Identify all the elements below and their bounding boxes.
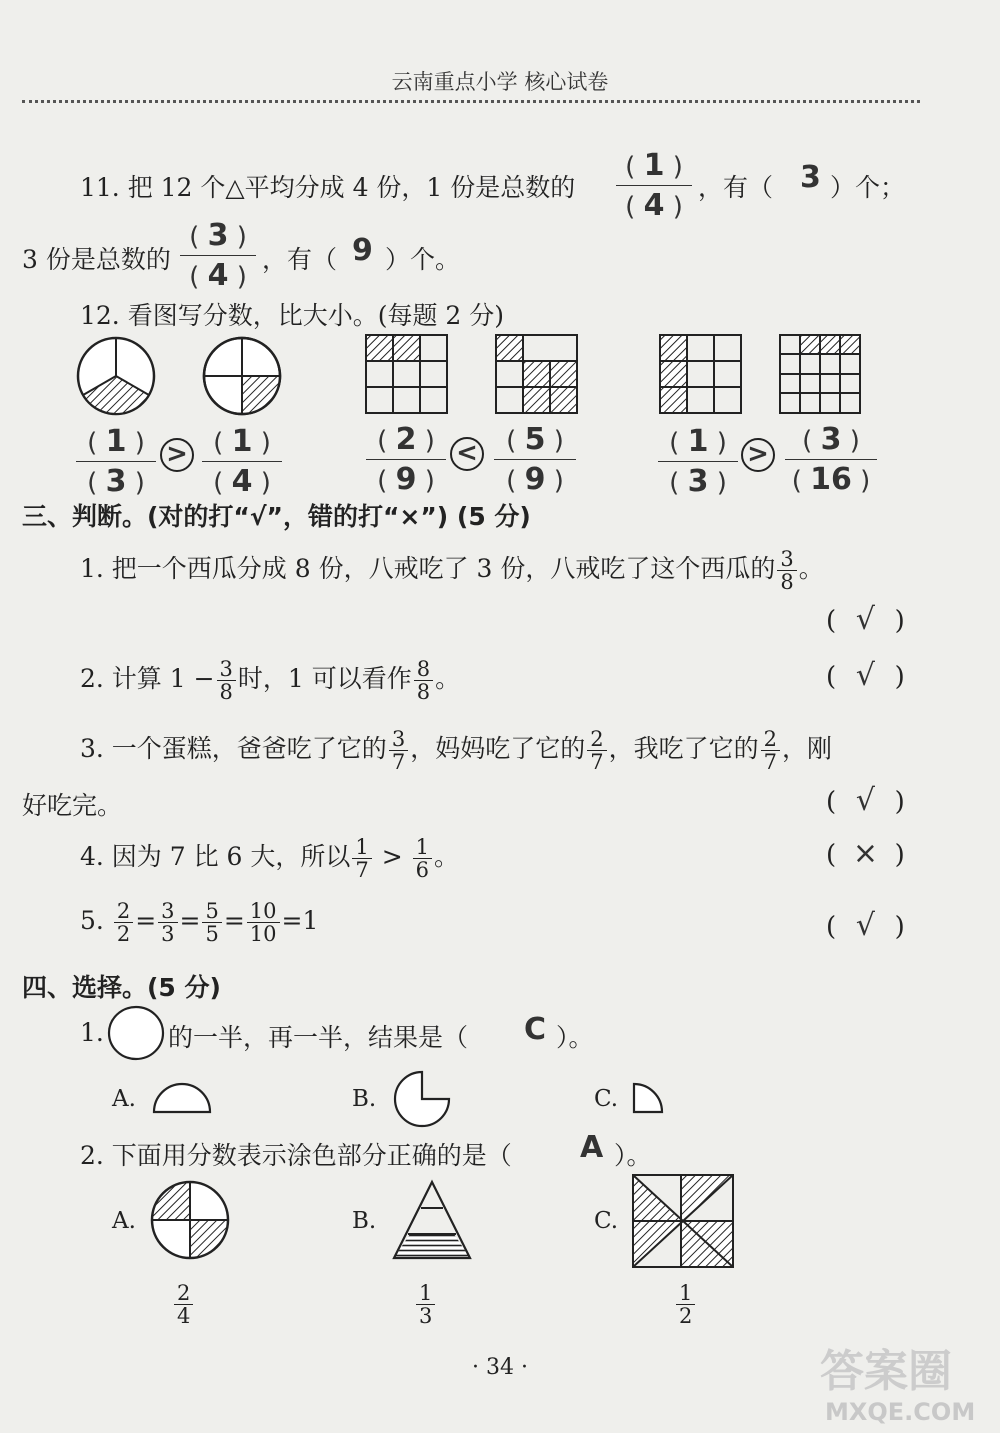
q12-pair2-sign: < xyxy=(456,438,478,468)
q11-line1-text: 11. 把 12 个△平均分成 4 份，1 份是总数的 xyxy=(80,173,576,202)
page-number: · 34 · xyxy=(472,1355,528,1380)
quarter-circle-icon xyxy=(630,1080,670,1116)
judge-item-1: 1. 把一个西瓜分成 8 份，八戒吃了 3 份，八戒吃了这个西瓜的 $\frac{3}{8}$ 。 xyxy=(80,547,824,595)
judge-item-2: 2. 计算 1 − $\frac{3}{8}$ 时，1 可以看作 $\frac{8}{8}$ 。 xyxy=(80,657,461,705)
choice-q1-option-a-label: A. xyxy=(112,1086,136,1112)
choice-q1-option-b-label: B. xyxy=(352,1086,377,1112)
q12-pair1-sign: > xyxy=(166,439,188,469)
grid-5-of-9-figure xyxy=(494,333,580,415)
circle-quarters-figure xyxy=(200,334,284,418)
header-divider xyxy=(22,100,920,103)
watermark-url: MXQE.COM xyxy=(825,1398,976,1426)
choice-q2-option-a-fraction: $\frac{2}{4}$ xyxy=(172,1282,195,1327)
grid-1-of-3-figure xyxy=(658,333,744,415)
choice-q2-option-a-label: A. xyxy=(112,1208,136,1234)
q11-line1-part2: ，有（ xyxy=(698,173,774,202)
choice-q2-option-b-label: B. xyxy=(352,1208,377,1234)
choice-q2-option-c-fraction: $\frac{1}{2}$ xyxy=(674,1282,697,1327)
choice-q2-option-c-label: C. xyxy=(594,1208,619,1234)
choice-q2-answer: A xyxy=(580,1130,604,1165)
q11-line2-text: 3 份是总数的 xyxy=(22,245,171,274)
section3-title: 三、判断。(对的打“√”，错的打“×”) (5 分) xyxy=(22,502,531,531)
section4-title: 四、选择。(5 分) xyxy=(22,973,221,1002)
grid-3-of-16-figure xyxy=(778,333,864,415)
choice-q1-end: ）。 xyxy=(556,1023,594,1052)
circle-two-quarters-shaded-figure xyxy=(148,1178,232,1262)
q12-pair1-fraction-a: ( 1 ) ( 3 ) xyxy=(76,424,156,499)
judge-item-3: 3. 一个蛋糕，爸爸吃了它的 $\frac{3}{7}$ ，妈妈吃了它的 $\frac{2}{7}$ ，我吃了它的 $\frac{2}{7}$ ，刚 xyxy=(80,727,832,775)
choice-q1-option-c-label: C. xyxy=(594,1086,619,1112)
q12-pair3-sign: > xyxy=(747,439,769,469)
square-triangles-figure xyxy=(630,1172,736,1270)
q11-answer-fraction-2: ( 3 ) ( 4 ) xyxy=(180,218,256,293)
q12-pair2-fraction-b: ( 5 ) ( 9 ) xyxy=(494,422,576,497)
choice-q1-answer: C xyxy=(524,1012,547,1047)
judge-item-1-answer: ( √ ) xyxy=(826,602,905,637)
q11-line1-part3: ）个； xyxy=(830,173,906,202)
q11-answer-fraction-1: ( 1 ) ( 4 ) xyxy=(616,148,692,223)
q12-title: 12. 看图写分数，比大小。(每题 2 分) xyxy=(80,301,505,330)
judge-item-5: 5. $\frac{2}{2}$ = $\frac{3}{3}$ = $\frac{5}{5}$ = $\frac{10}{10}$ =1 xyxy=(80,899,319,947)
q11-answer-count-2: 9 xyxy=(352,233,373,268)
judge-item-3-answer: ( √ ) xyxy=(826,783,905,818)
choice-q2-end: ）。 xyxy=(614,1141,652,1170)
three-quarter-circle-icon xyxy=(390,1068,454,1130)
judge-item-4: 4. 因为 7 比 6 大，所以 $\frac{1}{7}$ > $\frac{1}{6}$ 。 xyxy=(80,835,460,883)
grid-2-of-9-figure xyxy=(364,333,450,415)
q12-pair1-fraction-b: ( 1 ) ( 4 ) xyxy=(202,424,282,499)
half-circle-icon xyxy=(150,1080,214,1116)
q12-pair3-fraction-b: ( 3 ) ( 16 ) xyxy=(785,422,877,497)
judge-item-5-answer: ( √ ) xyxy=(826,908,905,943)
q11-answer-count-1: 3 xyxy=(800,160,821,195)
q11-line2-part5: ，有（ xyxy=(262,245,338,274)
judge-item-2-answer: ( √ ) xyxy=(826,658,905,693)
triangle-thirds-figure xyxy=(390,1178,474,1262)
q11-line2-part6: ）个。 xyxy=(385,245,461,274)
circle-thirds-figure xyxy=(74,334,158,418)
choice-q1-text: 的一半，再一半，结果是（ xyxy=(168,1023,469,1052)
choice-q2-option-b-fraction: $\frac{1}{3}$ xyxy=(414,1282,437,1327)
watermark-logo: 答案圈 xyxy=(820,1346,952,1397)
header-title: 云南重点小学 核心试卷 xyxy=(391,70,609,94)
choice-q1-number: 1. xyxy=(80,1018,104,1047)
choice-q2-text: 2. 下面用分数表示涂色部分正确的是（ xyxy=(80,1141,512,1170)
judge-item-3-cont: 好吃完。 xyxy=(22,791,123,820)
q12-pair3-fraction-a: ( 1 ) ( 3 ) xyxy=(658,424,738,499)
judge-item-4-answer: ( × ) xyxy=(826,836,905,871)
q12-pair2-fraction-a: ( 2 ) ( 9 ) xyxy=(366,422,446,497)
whole-circle-figure xyxy=(106,1004,166,1062)
